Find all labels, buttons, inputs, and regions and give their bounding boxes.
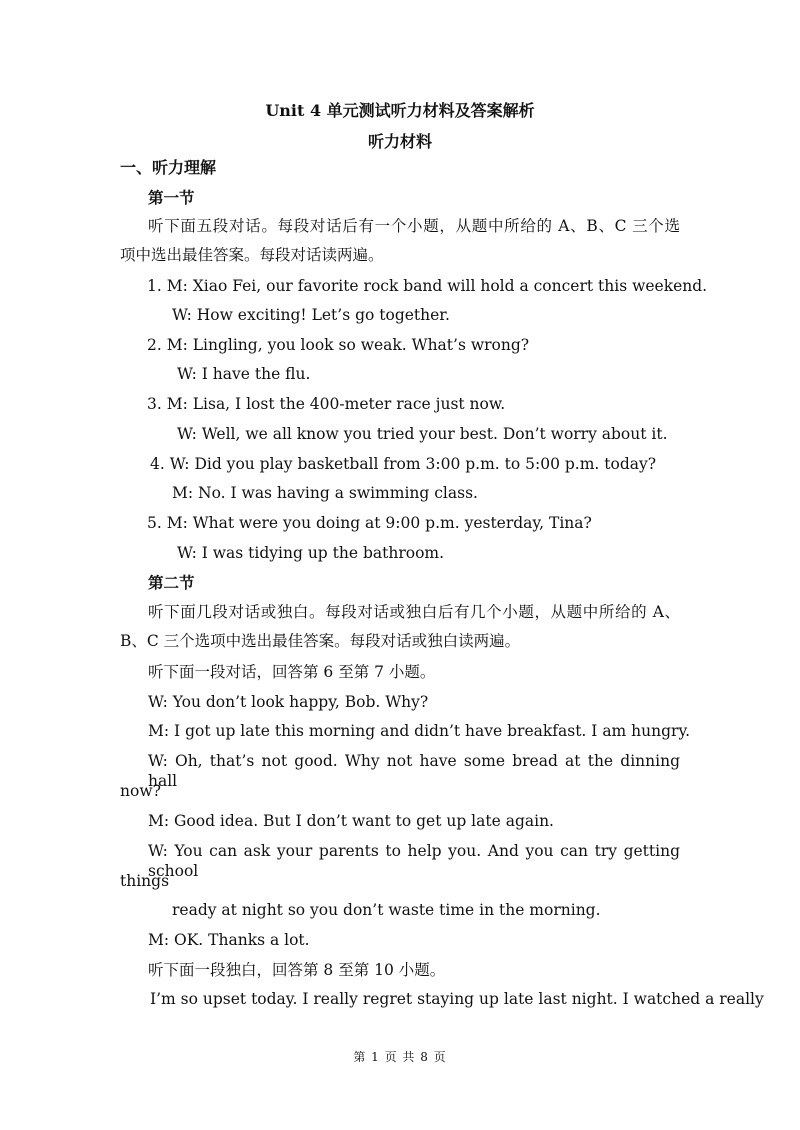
conversation-line: ready at night so you don’t waste time in the morning. — [172, 901, 601, 919]
dialog-4-line-1: 4. W: Did you play basketball from 3:00 p.m. to 5:00 p.m. today? — [150, 455, 657, 473]
conversation-line: W: You can ask your parents to help you. And you can try getting school — [148, 842, 680, 880]
dialog-4-line-2: M: No. I was having a swimming class. — [172, 484, 478, 502]
dialog-3-line-1: 3. M: Lisa, I lost the 400-meter race just now. — [147, 395, 506, 413]
part2-heading: 第二节 — [148, 573, 195, 592]
part1-intro-line1: 听下面五段对话。每段对话后有一个小题，从题中所给的 A、B、C 三个选 — [148, 217, 680, 235]
dialog-1-line-1: 1. M: Xiao Fei, our favorite rock band will hold a concert this weekend. — [147, 277, 708, 295]
conversation-line: W: Oh, that’s not good. Why not have some bread at the dinning hall — [148, 752, 680, 790]
dialog-3-line-2: W: Well, we all know you tried your best. Don’t worry about it. — [177, 425, 668, 443]
conversation-line: M: Good idea. But I don’t want to get up late again. — [148, 812, 554, 830]
document-subtitle: 听力材料 — [367, 132, 432, 151]
part1-intro-line2: 项中选出最佳答案。每段对话读两遍。 — [120, 246, 384, 264]
dialog-1-line-2: W: How exciting! Let’s go together. — [172, 306, 450, 324]
document-title: Unit 4 单元测试听力材料及答案解析 — [265, 101, 535, 120]
dialog-2-line-1: 2. M: Lingling, you look so weak. What’s wrong? — [147, 336, 530, 354]
monologue-line: I’m so upset today. I really regret staying up late last night. I watched a really — [150, 990, 764, 1008]
conversation-line: M: OK. Thanks a lot. — [148, 931, 310, 949]
part2-intro-line2: B、C 三个选项中选出最佳答案。每段对话或独白读两遍。 — [120, 632, 521, 650]
section-heading: 一、听力理解 — [120, 158, 217, 177]
monologue-intro: 听下面一段独白，回答第 8 至第 10 小题。 — [148, 961, 446, 979]
page-footer: 第 1 页 共 8 页 — [353, 1050, 447, 1064]
part1-heading: 第一节 — [148, 188, 195, 207]
conversation-line: W: You don’t look happy, Bob. Why? — [148, 693, 429, 711]
dialog-5-line-2: W: I was tidying up the bathroom. — [177, 544, 445, 562]
conversation-line: things — [120, 872, 170, 890]
dialog-intro: 听下面一段对话，回答第 6 至第 7 小题。 — [148, 663, 436, 681]
dialog-2-line-2: W: I have the flu. — [177, 365, 311, 383]
part2-intro-line1: 听下面几段对话或独白。每段对话或独白后有几个小题，从题中所给的 A、 — [148, 603, 680, 621]
conversation-line: now? — [120, 782, 161, 800]
dialog-5-line-1: 5. M: What were you doing at 9:00 p.m. yesterday, Tina? — [147, 514, 592, 532]
conversation-line: M: I got up late this morning and didn’t have breakfast. I am hungry. — [148, 722, 691, 740]
